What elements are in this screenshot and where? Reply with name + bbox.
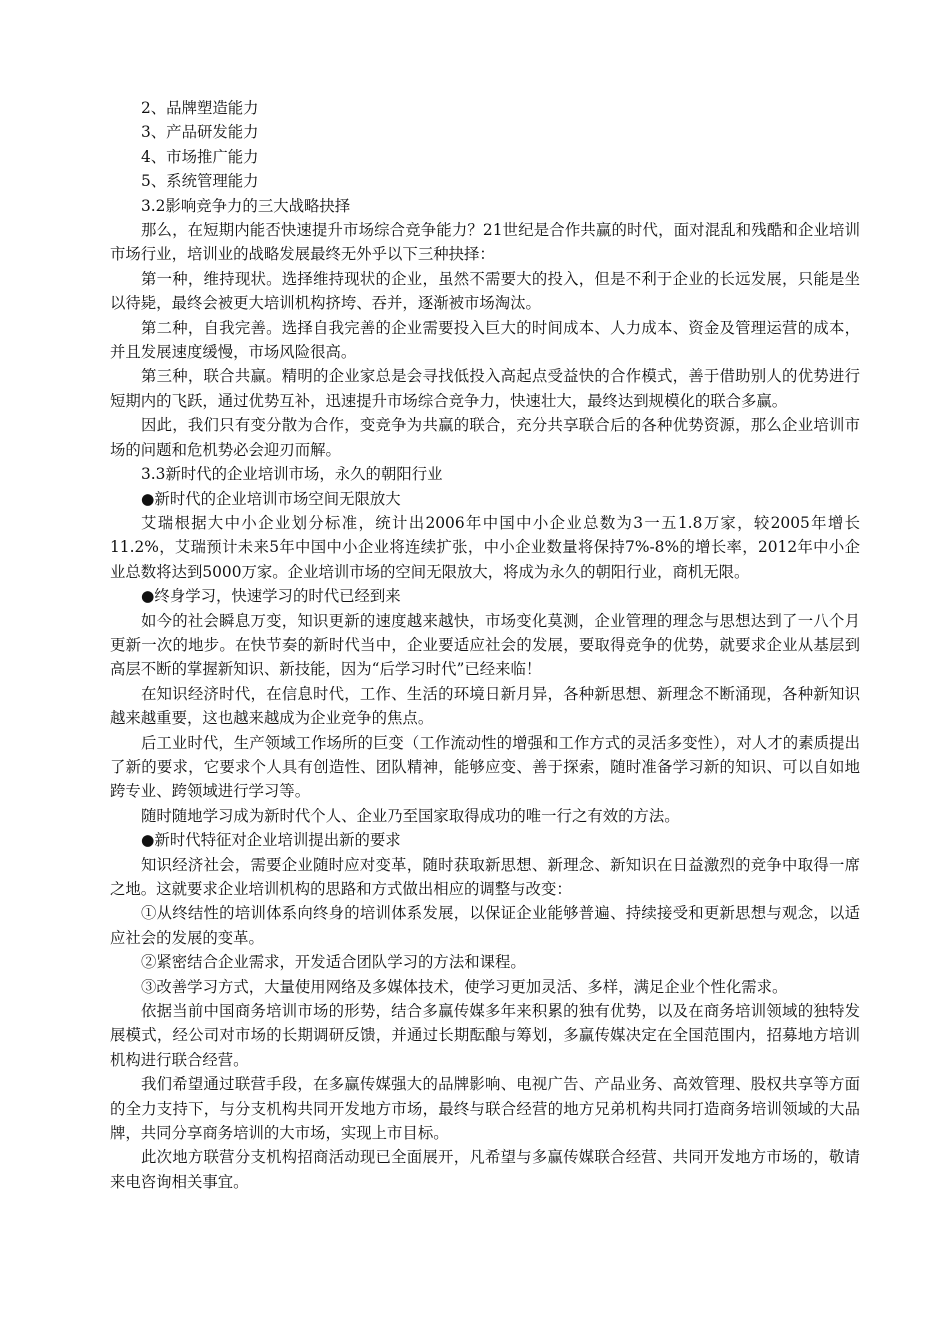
bullet-heading-new-requirements: ●新时代特征对企业培训提出新的要求 xyxy=(141,831,401,850)
paragraph-post-industrial: 后工业时代，生产领域工作场所的巨变（工作流动性的增强和工作方式的灵活多变性），对人才的素质提出了新的要求，它要求个人具有创造性、团队精神，能够应变、善于探索，随时准备学习新的知识、可以自如地跨专业、跨领域进行学习等。 xyxy=(110,733,860,801)
paragraph-point-1: ①从终结性的培训体系向终身的培训体系发展，以保证企业能够普遍、持续接受和更新思想与观念，以适应社会的发展的变革。 xyxy=(110,904,860,947)
paragraph-option-2: 第二种，自我完善。选择自我完善的企业需要投入巨大的时间成本、人力成本、资金及管理运营的成本，并且发展速度缓慢，市场风险很高。 xyxy=(110,318,860,362)
list-item-marketing: 4、市场推广能力 xyxy=(141,147,259,166)
paragraph-intro: 那么，在短期内能否快速提升市场综合竞争能力？21世纪是合作共赢的时代，面对混乱和残酷和企业培训市场行业，培训业的战略发展最终无外乎以下三种抉择： xyxy=(110,221,860,264)
paragraph-point-2: ②紧密结合企业需求，开发适合团队学习的方法和课程。 xyxy=(141,953,526,972)
bullet-heading-lifelong-learning: ●终身学习，快速学习的时代已经到来 xyxy=(141,587,401,606)
document-body xyxy=(110,96,860,1194)
paragraph-knowledge-economy: 在知识经济时代，在信息时代，工作、生活的环境日新月异，各种新思想、新理念不断涌现，各种新知识越来越重要，这也越来越成为企业竞争的焦点。 xyxy=(110,684,860,728)
paragraph-anytime-learning: 随时随地学习成为新时代个人、企业乃至国家取得成功的唯一行之有效的方法。 xyxy=(141,806,680,825)
section-heading-3-3: 3.3新时代的企业培训市场，永久的朝阳行业 xyxy=(141,465,443,484)
paragraph-requirements: 知识经济社会，需要企业随时应对变革，随时获取新思想、新理念、新知识在日益激烈的竞争中取得一席之地。这就要求企业培训机构的思路和方式做出相应的调整与改变： xyxy=(110,855,860,898)
list-item-brand: 2、品牌塑造能力 xyxy=(141,99,259,117)
paragraph-joint-operation: 依据当前中国商务培训市场的形势，结合多赢传媒多年来积累的独有优势，以及在商务培训领域的独特发展模式，经公司对市场的长期调研反馈，并通过长期酝酿与筹划，多赢传媒决定在全国范围内，招募地方培训机构进行联合经营。 xyxy=(110,1002,860,1069)
paragraph-option-3: 第三种，联合共赢。精明的企业家总是会寻找低投入高起点受益快的合作模式，善于借助别人的优势进行短期内的飞跃，通过优势互补，迅速提升市场综合竞争力，快速壮大，最终达到规模化的联合多赢。 xyxy=(110,367,860,410)
paragraph-hope: 我们希望通过联营手段，在多赢传媒强大的品牌影响、电视广告、产品业务、高效管理、股权共享等方面的全力支持下，与分支机构共同开发地方市场，最终与联合经营的地方兄弟机构共同打造商务培训领域的大品牌，共同分享商务培训的大市场，实现上市目标。 xyxy=(110,1075,860,1143)
list-item-product: 3、产品研发能力 xyxy=(141,123,259,142)
list-item-management: 5、系统管理能力 xyxy=(141,172,259,191)
paragraph-point-3: ③改善学习方式，大量使用网络及多媒体技术，使学习更加灵活、多样，满足企业个性化需求。 xyxy=(141,977,788,996)
paragraph-invitation: 此次地方联营分支机构招商活动现已全面展开，凡希望与多赢传媒联合经营、共同开发地方市场的，敬请来电咨询相关事宜。 xyxy=(110,1148,860,1191)
paragraph-rapid-change: 如今的社会瞬息万变，知识更新的速度越来越快，市场变化莫测，企业管理的理念与思想达到了一八个月更新一次的地步。在快节奏的新时代当中，企业要适应社会的发展，要取得竞争的优势，就要求企业从基层到高层不断的掌握新知识、新技能，因为“后学习时代”已经来临！ xyxy=(110,611,860,679)
paragraph-conclusion: 因此，我们只有变分散为合作，变竞争为共赢的联合，充分共享联合后的各种优势资源，那么企业培训市场的问题和危机势必会迎刃而解。 xyxy=(110,416,860,459)
bullet-heading-market-space: ●新时代的企业培训市场空间无限放大 xyxy=(141,489,401,508)
paragraph-option-1: 第一种，维持现状。选择维持现状的企业，虽然不需要大的投入，但是不利于企业的长远发展，只能是坐以待毙，最终会被更大培训机构挤垮、吞并，逐渐被市场淘汰。 xyxy=(110,269,860,313)
paragraph-iresearch: 艾瑞根据大中小企业划分标准，统计出2006年中国中小企业总数为3一五1.8万家，较2005年增长11.2%，艾瑞预计未来5年中国中小企业将连续扩张，中小企业数量将保持7%-8%的增长率，2012年中小企业总数将达到5000万家。企业培训市场的空间无限放大，将成为永久的朝阳行业，商机无限。 xyxy=(110,513,860,581)
section-heading-3-2: 3.2影响竞争力的三大战略抉择 xyxy=(141,196,351,215)
